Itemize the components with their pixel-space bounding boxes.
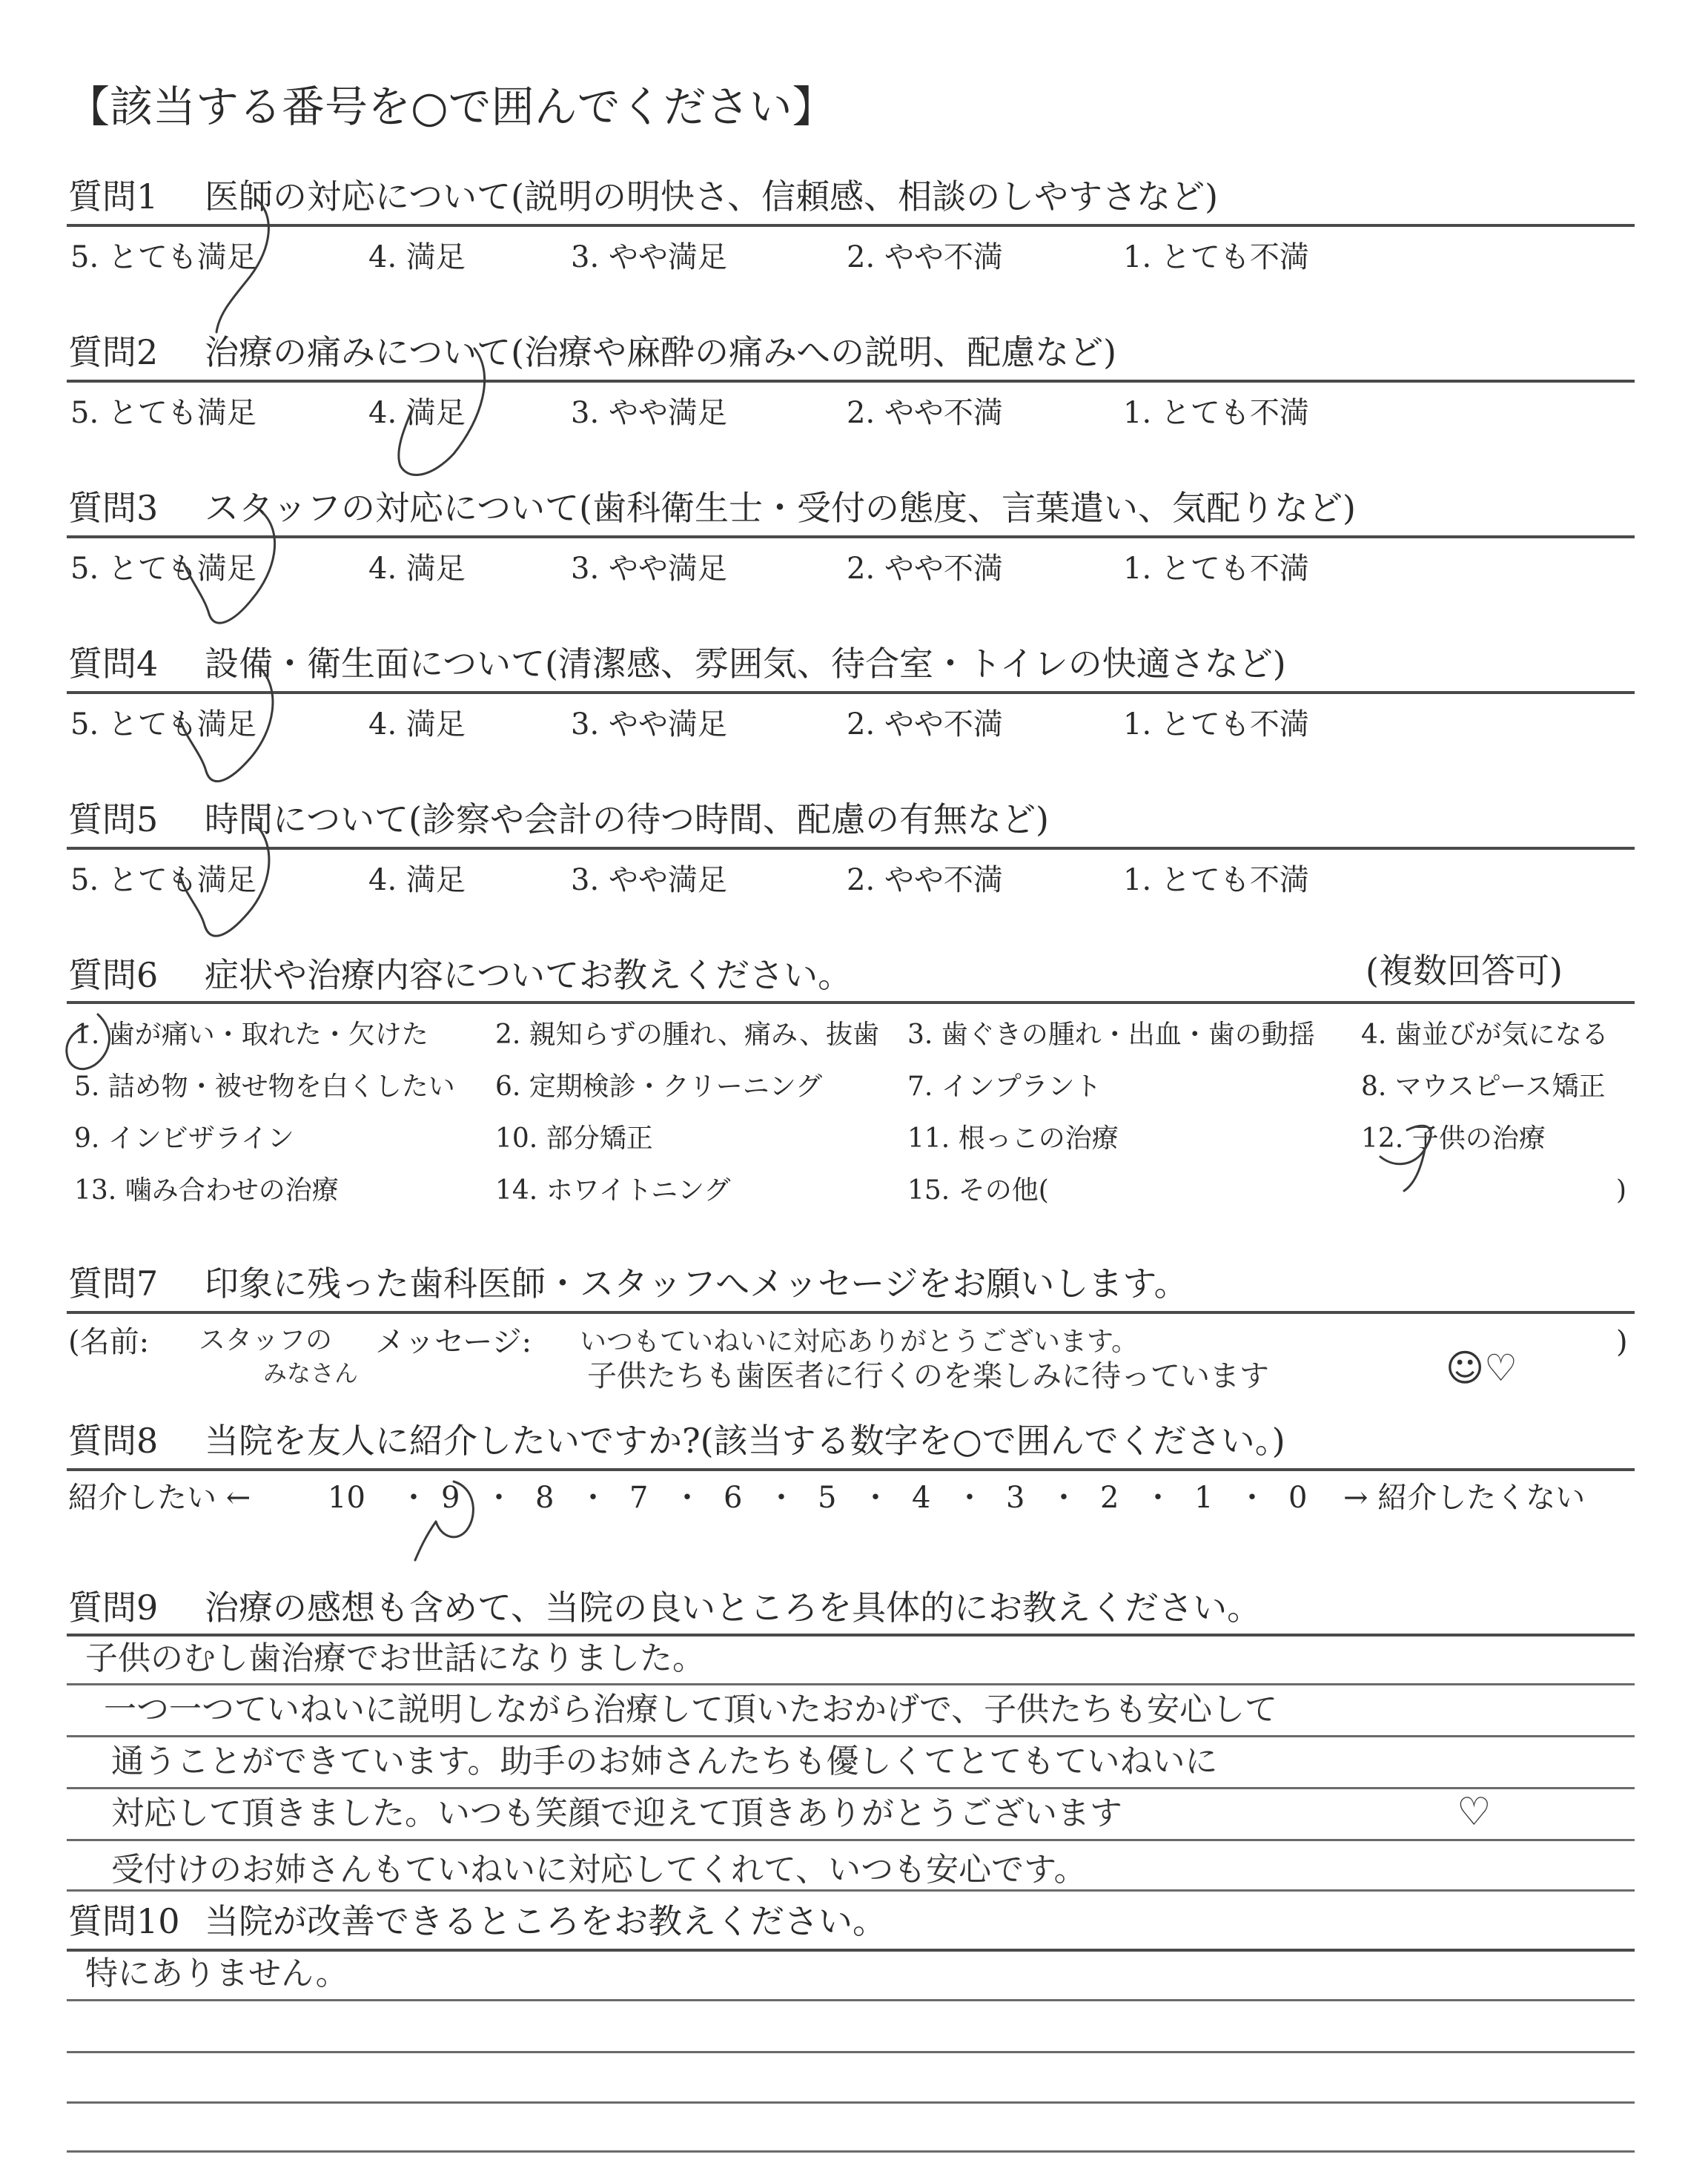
q10-writing-line xyxy=(67,2051,1635,2053)
form-instruction: 【該当する番号を○で囲んでください】 xyxy=(67,82,835,132)
q6-option-6[interactable]: 6. 定期検診・クリーニング xyxy=(495,1071,823,1102)
q6-option-8[interactable]: 8. マウスピース矯正 xyxy=(1361,1071,1606,1102)
q8-left-label: 紹介したい ← xyxy=(68,1481,251,1515)
q8-scale-3[interactable]: 3 xyxy=(1006,1481,1025,1515)
q7-rule xyxy=(67,1311,1635,1314)
q3-rule xyxy=(67,535,1635,538)
q4-option-2[interactable]: 2. やや不満 xyxy=(847,707,1003,742)
q6-option-4[interactable]: 4. 歯並びが気になる xyxy=(1361,1020,1609,1050)
q5-text: 時間について(診察や会計の待つ時間、配慮の有無など) xyxy=(205,799,1049,839)
q8-scale-sep: ・ xyxy=(1237,1481,1267,1515)
q9-answer-line-5: 受付けのお姉さんもていねいに対応してくれて、いつも安心です。 xyxy=(111,1851,1087,1889)
q5-option-5[interactable]: 5. とても満足 xyxy=(70,863,256,897)
q4-text: 設備・衛生面について(清潔感、雰囲気、待合室・トイレの快適さなど) xyxy=(205,644,1286,684)
q2-text: 治療の痛みについて(治療や麻酔の痛みへの説明、配慮など) xyxy=(205,332,1117,372)
q6-option-9[interactable]: 9. インビザライン xyxy=(74,1123,294,1154)
q10-writing-line xyxy=(67,2150,1635,2153)
q10-writing-line xyxy=(67,1999,1635,2001)
q8-scale-sep: ・ xyxy=(399,1481,428,1515)
q6-label: 質問6 xyxy=(68,955,159,995)
q8-scale-sep: ・ xyxy=(1143,1481,1173,1515)
q4-label: 質問4 xyxy=(68,644,159,684)
q1-text: 医師の対応について(説明の明快さ、信頼感、相談のしやすさなど) xyxy=(205,176,1219,217)
q9-text: 治療の感想も含めて、当院の良いところを具体的にお教えください。 xyxy=(205,1588,1262,1628)
q5-option-3[interactable]: 3. やや満足 xyxy=(571,863,727,897)
q9-writing-line xyxy=(67,1735,1635,1737)
q9-answer-line-1: 子供のむし歯治療でお世話になりました。 xyxy=(85,1639,705,1677)
q10-text: 当院が改善できるところをお教えください。 xyxy=(205,1901,887,1941)
q7-message-label: メッセージ: xyxy=(375,1325,532,1359)
q8-scale-sep: ・ xyxy=(955,1481,984,1515)
q5-option-1[interactable]: 1. とても不満 xyxy=(1123,863,1309,897)
q8-scale-sep: ・ xyxy=(484,1481,514,1515)
q8-scale-sep: ・ xyxy=(578,1481,608,1515)
q4-option-5[interactable]: 5. とても満足 xyxy=(70,707,256,742)
q6-option-13[interactable]: 13. 噛み合わせの治療 xyxy=(74,1175,339,1206)
q1-rule xyxy=(67,224,1635,227)
q8-scale-5[interactable]: 5 xyxy=(818,1481,837,1515)
q8-scale-4[interactable]: 4 xyxy=(912,1481,931,1515)
q5-label: 質問5 xyxy=(68,799,159,839)
q1-label: 質問1 xyxy=(68,176,159,217)
q2-option-4[interactable]: 4. 満足 xyxy=(368,396,466,430)
q2-option-1[interactable]: 1. とても不満 xyxy=(1123,396,1309,430)
q5-rule xyxy=(67,847,1635,850)
heart-icon: ♡ xyxy=(1457,1790,1492,1834)
q8-label: 質問8 xyxy=(68,1421,159,1461)
q4-option-3[interactable]: 3. やや満足 xyxy=(571,707,727,742)
q8-scale-sep: ・ xyxy=(767,1481,796,1515)
q10-rule xyxy=(67,1949,1635,1952)
q1-option-5[interactable]: 5. とても満足 xyxy=(70,240,256,274)
q8-rule xyxy=(67,1468,1635,1471)
q2-option-5[interactable]: 5. とても満足 xyxy=(70,396,256,430)
q6-option-14[interactable]: 14. ホワイトニング xyxy=(495,1175,731,1206)
q2-label: 質問2 xyxy=(68,332,159,372)
q9-answer-line-4: 対応して頂きました。いつも笑顔で迎えて頂きありがとうございます xyxy=(111,1794,1122,1832)
q7-text: 印象に残った歯科医師・スタッフへメッセージをお願いします。 xyxy=(205,1264,1188,1304)
q9-writing-line xyxy=(67,1889,1635,1892)
q8-scale-6[interactable]: 6 xyxy=(724,1481,743,1515)
q1-option-4[interactable]: 4. 満足 xyxy=(368,240,466,274)
q7-name-value-1: スタッフの xyxy=(199,1325,333,1355)
q8-scale-sep: ・ xyxy=(861,1481,890,1515)
q8-scale-2[interactable]: 2 xyxy=(1100,1481,1119,1515)
q8-scale-7[interactable]: 7 xyxy=(629,1481,649,1515)
q2-option-2[interactable]: 2. やや不満 xyxy=(847,396,1003,430)
q5-option-2[interactable]: 2. やや不満 xyxy=(847,863,1003,897)
q9-answer-line-3: 通うことができています。助手のお姉さんたちも優しくてとてもていねいに xyxy=(111,1743,1218,1780)
q6-note: (複数回答可) xyxy=(1366,951,1563,991)
q1-option-3[interactable]: 3. やや満足 xyxy=(571,240,727,274)
q3-option-2[interactable]: 2. やや不満 xyxy=(847,552,1003,586)
q3-option-3[interactable]: 3. やや満足 xyxy=(571,552,727,586)
q3-option-4[interactable]: 4. 満足 xyxy=(368,552,466,586)
q1-option-2[interactable]: 2. やや不満 xyxy=(847,240,1003,274)
q2-rule xyxy=(67,380,1635,383)
q10-label: 質問10 xyxy=(68,1901,180,1941)
q9-answer-line-2: 一つ一つていねいに説明しながら治療して頂いたおかげで、子供たちも安心して xyxy=(104,1691,1278,1728)
q2-option-3[interactable]: 3. やや満足 xyxy=(571,396,727,430)
q1-option-1[interactable]: 1. とても不満 xyxy=(1123,240,1309,274)
q4-option-4[interactable]: 4. 満足 xyxy=(368,707,466,742)
q6-option-1[interactable]: 1. 歯が痛い・取れた・欠けた xyxy=(74,1020,428,1050)
q8-scale-8[interactable]: 8 xyxy=(535,1481,555,1515)
q3-option-1[interactable]: 1. とても不満 xyxy=(1123,552,1309,586)
smiley-heart-icon: ☺♡ xyxy=(1446,1347,1517,1390)
q9-writing-line xyxy=(67,1839,1635,1841)
q3-text: スタッフの対応について(歯科衛生士・受付の態度、言葉遣い、気配りなど) xyxy=(205,488,1356,528)
q7-name-label: (名前: xyxy=(68,1325,150,1359)
q9-rule xyxy=(67,1634,1635,1636)
q6-text: 症状や治療内容についてお教えください。 xyxy=(205,955,853,995)
q9-writing-line xyxy=(67,1683,1635,1685)
q8-scale-sep: ・ xyxy=(672,1481,702,1515)
q9-writing-line xyxy=(67,1787,1635,1789)
q3-option-5[interactable]: 5. とても満足 xyxy=(70,552,256,586)
q8-scale-10[interactable]: 10 xyxy=(328,1481,365,1515)
q6-option-10[interactable]: 10. 部分矯正 xyxy=(495,1123,653,1154)
q7-name-value-2: みなさん xyxy=(263,1359,359,1387)
q6-option-5[interactable]: 5. 詰め物・被せ物を白くしたい xyxy=(74,1071,455,1102)
q6-option-3[interactable]: 3. 歯ぐきの腫れ・出血・歯の動揺 xyxy=(907,1020,1315,1050)
q6-option-15[interactable]: 15. その他( xyxy=(907,1175,1049,1206)
q7-message-line-2: 子供たちも歯医者に行くのを楽しみに待っています xyxy=(587,1359,1269,1393)
q10-answer-line-1: 特にありません。 xyxy=(85,1955,348,1992)
q6-option-12[interactable]: 12. 子供の治療 xyxy=(1361,1123,1546,1154)
q6-option-2[interactable]: 2. 親知らずの腫れ、痛み、抜歯 xyxy=(495,1020,880,1050)
q8-text: 当院を友人に紹介したいですか?(該当する数字を○で囲んでください。) xyxy=(205,1421,1285,1461)
q7-close-paren: ) xyxy=(1616,1325,1628,1359)
q4-rule xyxy=(67,691,1635,694)
q6-option-7[interactable]: 7. インプラント xyxy=(907,1071,1102,1102)
q8-right-label: → 紹介したくない xyxy=(1343,1481,1586,1515)
q7-label: 質問7 xyxy=(68,1264,159,1304)
q8-scale-0[interactable]: 0 xyxy=(1288,1481,1308,1515)
q8-scale-9[interactable]: 9 xyxy=(441,1481,460,1515)
q8-scale-1[interactable]: 1 xyxy=(1194,1481,1214,1515)
q3-label: 質問3 xyxy=(68,488,159,528)
q8-scale-sep: ・ xyxy=(1049,1481,1079,1515)
q10-writing-line xyxy=(67,2101,1635,2104)
q6-other-close-paren: ) xyxy=(1616,1175,1627,1206)
q4-option-1[interactable]: 1. とても不満 xyxy=(1123,707,1309,742)
q5-option-4[interactable]: 4. 満足 xyxy=(368,863,466,897)
q7-message-line-1: いつもていねいに対応ありがとうございます。 xyxy=(580,1327,1139,1357)
q6-option-11[interactable]: 11. 根っこの治療 xyxy=(907,1123,1119,1154)
q6-rule xyxy=(67,1001,1635,1004)
q9-label: 質問9 xyxy=(68,1588,159,1628)
